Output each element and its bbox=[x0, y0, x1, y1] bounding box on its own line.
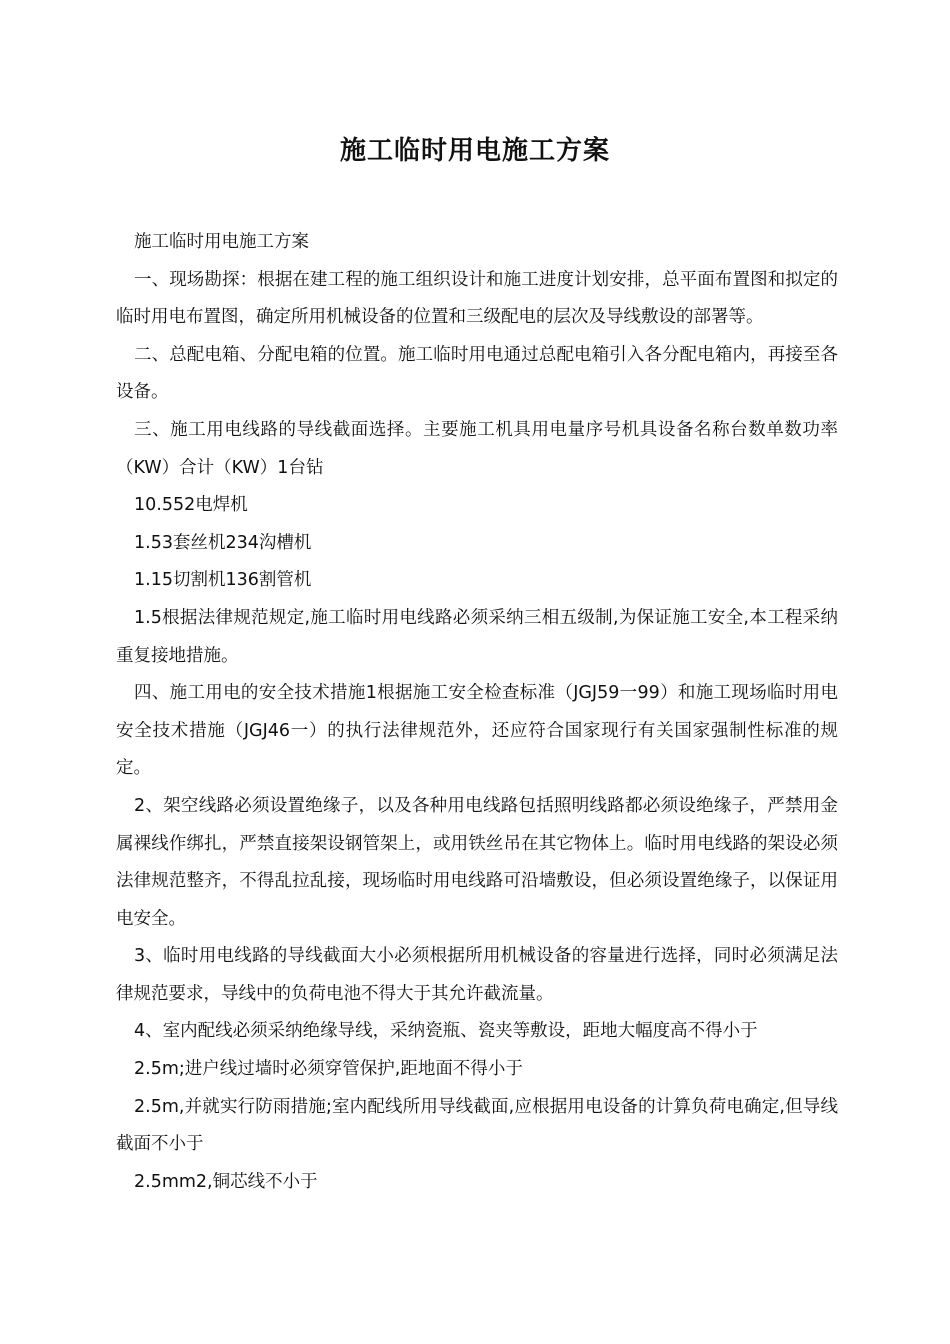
paragraph-overhead-lines: 2、架空线路必须设置绝缘子，以及各种用电线路包括照明线路都必须设绝缘子，严禁用金属裸线作绑扎，严禁直接架设钢管架上，或用铁丝吊在其它物体上。临时用电线路的架设必须法律规范整齐，不得乱拉乱接，现场临时用电线路可沿墙敷设，但必须设置绝缘子，以保证用电安全。 bbox=[116, 795, 838, 929]
paragraph-grounding: 1.5根据法律规范规定,施工临时用电线路必须采纳三相五级制,为保证施工安全,本工程采纳重复接地措施。 bbox=[116, 607, 838, 666]
paragraph-equipment-line: 1.53套丝机234沟槽机 bbox=[134, 532, 312, 553]
paragraph-wire-selection: 三、施工用电线路的导线截面选择。主要施工机具用电量序号机具设备名称台数单数功率（KW）合计（KW）1台钻 bbox=[116, 419, 838, 478]
paragraph-entry-wiring: 2.5m;进户线过墙时必须穿管保护,距地面不得小于 bbox=[134, 1059, 523, 1080]
paragraph-rain-protection: 2.5m,并就实行防雨措施;室内配线所用导线截面,应根据用电设备的计算负荷电确定,但导线截面不小于 bbox=[116, 1096, 838, 1155]
paragraph-safety-measures: 四、施工用电的安全技术措施1根据施工安全检查标准（JGJ59一99）和施工现场临时用电安全技术措施（JGJ46一）的执行法律规范外，还应符合国家现行有关国家强制性标准的规定。 bbox=[116, 683, 838, 779]
paragraph-distribution-box: 二、总配电箱、分配电箱的位置。施工临时用电通过总配电箱引入各分配电箱内，再接至各设备。 bbox=[116, 344, 838, 403]
paragraph-wire-capacity: 3、临时用电线路的导线截面大小必须根据所用机械设备的容量进行选择，同时必须满足法律规范要求，导线中的负荷电池不得大于其允许截流量。 bbox=[116, 946, 838, 1004]
document-body bbox=[116, 224, 838, 1201]
paragraph-indoor-wiring: 4、室内配线必须采纳绝缘导线，采纳瓷瓶、瓷夹等敷设，距地大幅度高不得小于 bbox=[134, 1021, 758, 1042]
paragraph-copper-wire: 2.5mm2,铜芯线不小于 bbox=[134, 1171, 318, 1192]
paragraph-site-survey: 一、现场勘探：根据在建工程的施工组织设计和施工进度计划安排，总平面布置图和拟定的临时用电布置图，确定所用机械设备的位置和三级配电的层次及导线敷设的部署等。 bbox=[116, 269, 838, 328]
document-title: 施工临时用电施工方案 bbox=[339, 136, 610, 166]
paragraph-subtitle: 施工临时用电施工方案 bbox=[134, 232, 309, 252]
paragraph-equipment-line: 1.15切割机136割管机 bbox=[134, 570, 312, 591]
paragraph-equipment-line: 10.552电焊机 bbox=[134, 495, 248, 516]
